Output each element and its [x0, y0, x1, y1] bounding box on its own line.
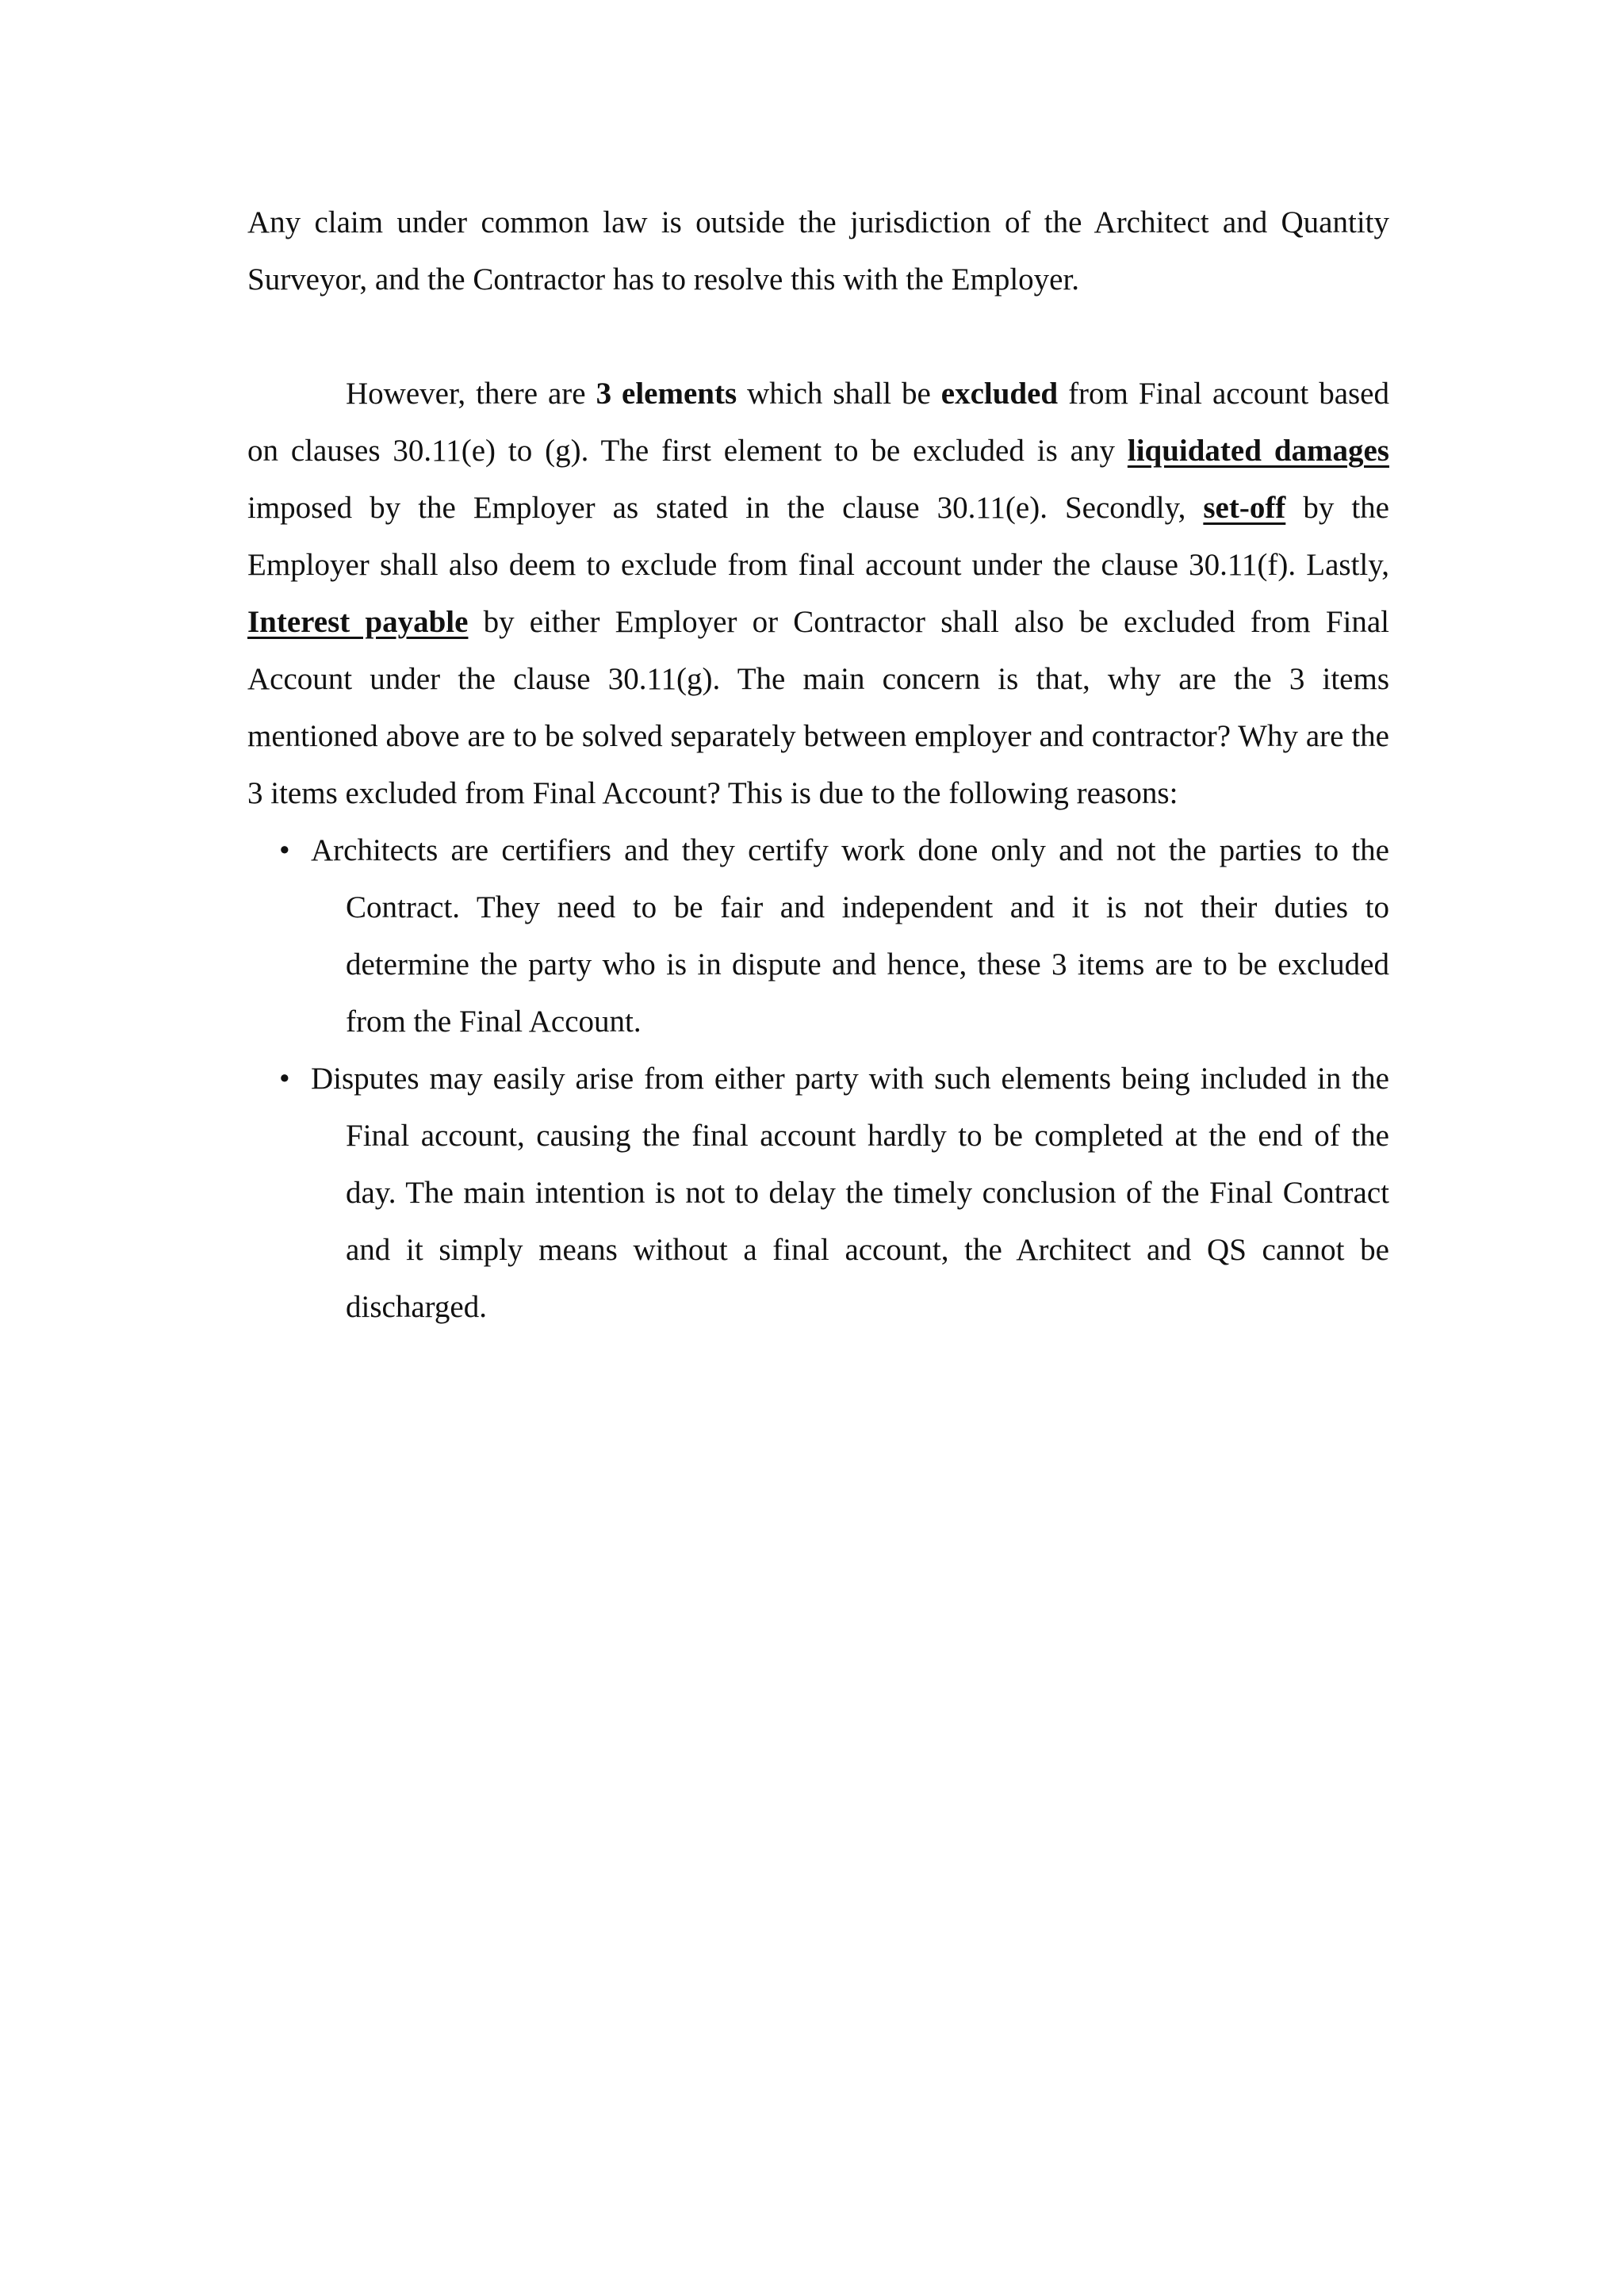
- term-interest-payable: Interest payable: [247, 605, 469, 639]
- paragraph-excluded-elements: [247, 365, 1389, 822]
- list-item: [247, 1050, 1389, 1336]
- list-item: [247, 822, 1389, 1050]
- list-item-text: Architects are certifiers and they certify work done only and not the parties to the Contract. They need to be fair and independent and it is not their duties to determine the party who is in dispute and hence, these 3 items are to be excluded from the Final Account.: [311, 833, 1389, 1039]
- paragraph-common-law: Any claim under common law is outside the jurisdiction of the Architect and Quantity Surveyor, and the Contractor has to resolve this with the Employer.: [247, 205, 1389, 297]
- bold-excluded: excluded: [940, 377, 1059, 411]
- bullet-icon: •: [279, 833, 290, 867]
- text-run: imposed by the Employer as stated in the clause 30.11(e). Secondly,: [247, 491, 1204, 525]
- term-liquidated-damages: liquidated damages: [1127, 434, 1389, 468]
- list-item-text: Disputes may easily arise from either party with such elements being included in the Final account, causing the final account hardly to be completed at the end of the day. The main intention is not to delay the timely conclusion of the Final Contract and it simply means without a final account, the Architect and QS cannot be discharged.: [311, 1062, 1389, 1324]
- text-run: which shall be: [737, 377, 941, 411]
- text-run: from Final account based on clauses 30.11(e) to (g). The first element to be excluded is any: [247, 377, 1389, 468]
- term-set-off: set-off: [1203, 491, 1286, 525]
- document-page: [247, 194, 1389, 1336]
- text-run: However, there are: [346, 377, 596, 411]
- bullet-icon: •: [279, 1062, 290, 1096]
- bold-three-elements: 3 elements: [596, 377, 737, 411]
- text-run: by either Employer or Contractor shall also be excluded from Final Account under the clause 30.11(g). The main concern is that, why are the 3 items mentioned above are to be solved separately between employer and contractor? Why are the 3 items excluded from Final Account? This is due to the following reasons:: [247, 605, 1390, 810]
- text-run: by the Employer shall also deem to exclude from final account under the clause 30.11(f). Lastly,: [247, 491, 1389, 582]
- reasons-list: [247, 822, 1389, 1336]
